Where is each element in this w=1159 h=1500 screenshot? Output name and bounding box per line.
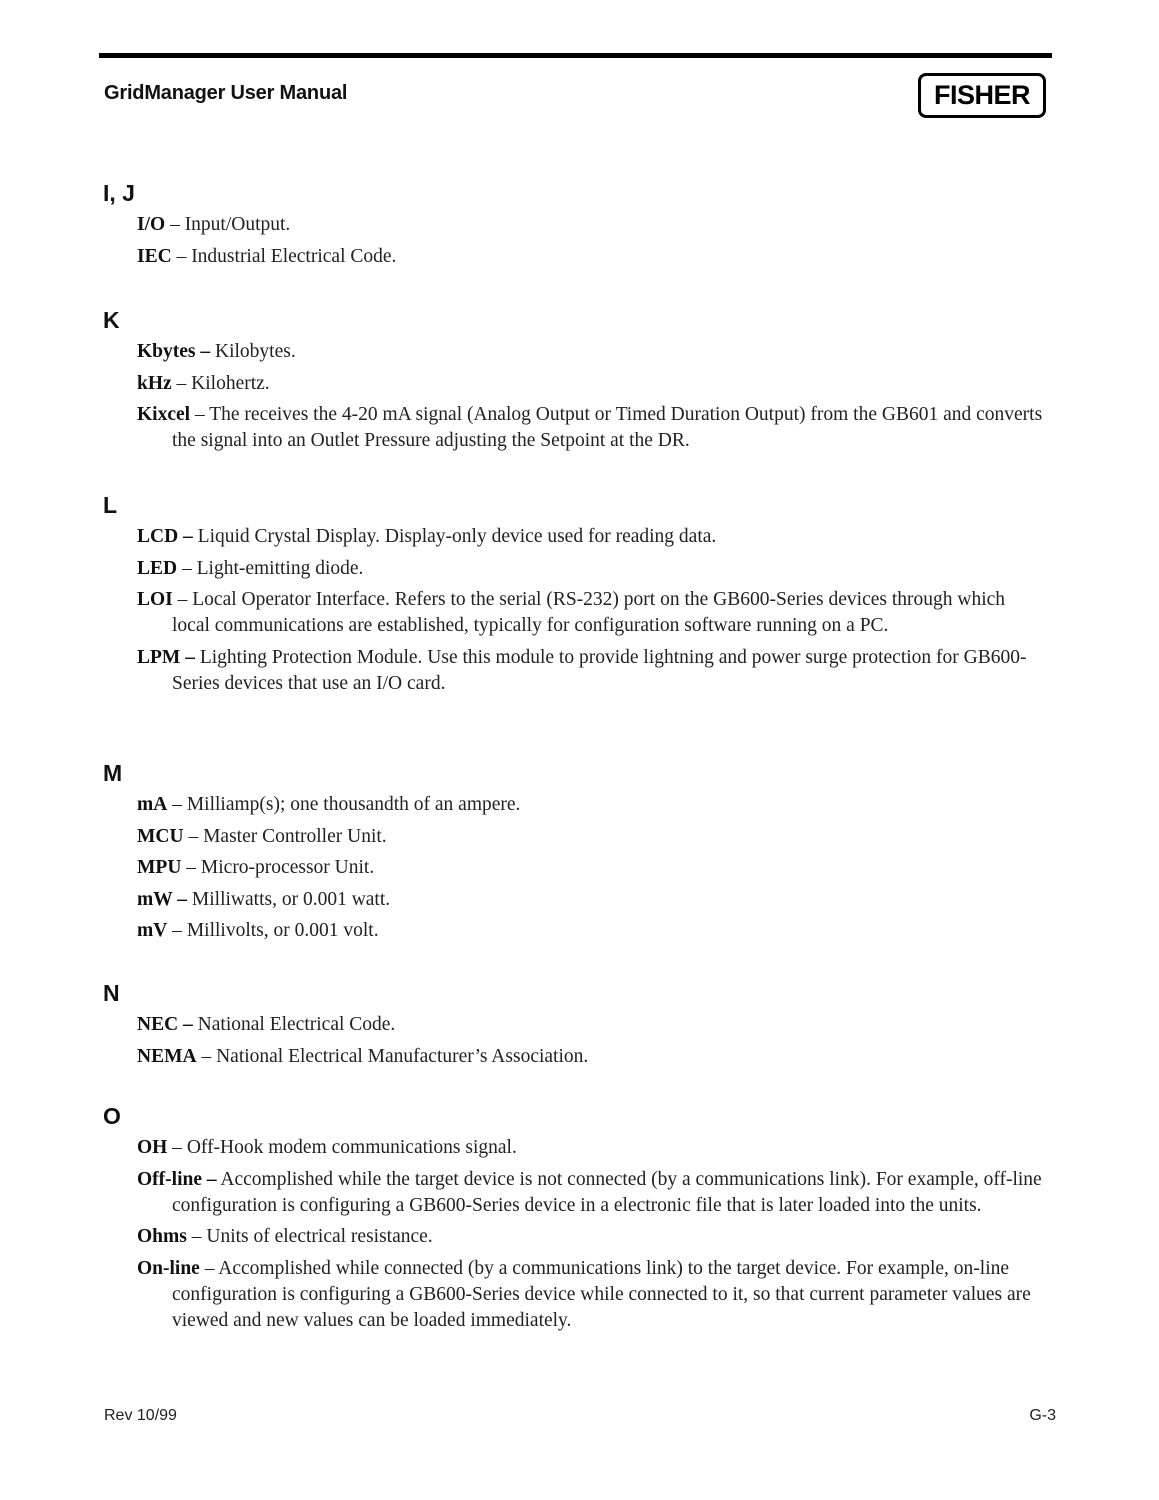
definition: – Kilohertz.: [171, 372, 270, 394]
glossary-entry-mpu: [137, 855, 1043, 881]
definition: National Electrical Code.: [192, 1014, 396, 1035]
section-m: [103, 760, 1043, 950]
section-l: [103, 492, 1043, 702]
definition: – Milliamp(s); one thousandth of an ampere.: [167, 794, 521, 815]
term: On-line: [137, 1257, 200, 1279]
term: mA: [137, 794, 168, 815]
definition: – Input/Output.: [165, 214, 291, 235]
manual-title: GridManager User Manual: [104, 82, 348, 104]
term: Ohms: [137, 1226, 187, 1247]
header-rule: [99, 53, 1052, 58]
section-letter: L: [103, 492, 118, 518]
definition: – National Electrical Manufacturer’s Association.: [196, 1045, 589, 1067]
term: LOI: [137, 589, 173, 610]
term: LPM –: [137, 646, 195, 668]
glossary-entry-ohms: [137, 1224, 1043, 1250]
revision-label: Rev 10/99: [104, 1407, 177, 1424]
term: kHz: [137, 372, 172, 394]
glossary-entry-led: [137, 556, 1043, 582]
definition: Lighting Protection Module. Use this module to provide lightning and power surge protection for GB600-Series devices that use an I/O card.: [172, 646, 1027, 694]
glossary-entry-mv: [137, 918, 1043, 944]
glossary-entry-on-line: [137, 1256, 1043, 1334]
definition: Liquid Crystal Display. Display-only device used for reading data.: [192, 526, 717, 547]
term: NEMA: [137, 1045, 197, 1067]
glossary-entry-iec: [137, 244, 1043, 270]
glossary-entry-ma: [137, 792, 1043, 818]
definition: – Master Controller Unit.: [183, 825, 387, 847]
section-n: [103, 980, 1043, 1075]
fisher-logo: FISHER: [918, 73, 1046, 118]
glossary-entry-loi: [137, 587, 1043, 639]
term: I/O: [137, 214, 166, 235]
glossary-entry-mcu: [137, 824, 1043, 850]
definition: – Accomplished while connected (by a communications link) to the target device. For example, on-line configuration is configuring a GB600-Series device while connected to it, so that current parameter values are viewed and new values can be loaded immediately.: [172, 1257, 1031, 1331]
definition: Accomplished while the target device is not connected (by a communications link). For example, off-line configuration is configuring a GB600-Series device in a electronic file that is later loaded into the units.: [172, 1168, 1042, 1216]
term: Kbytes –: [137, 341, 211, 362]
definition: – Units of electrical resistance.: [186, 1226, 433, 1247]
glossary-entry-nema: [137, 1044, 1043, 1070]
term: MPU: [137, 857, 182, 878]
section-letter: O: [103, 1103, 121, 1129]
term: LCD –: [137, 526, 193, 547]
section-letter: N: [103, 980, 120, 1006]
definition: – The receives the 4-20 mA signal (Analog Output or Timed Duration Output) from the GB601 and converts the signal into an Outlet Pressure adjusting the Setpoint at the DR.: [172, 404, 1043, 451]
glossary-entry-mw: [137, 887, 1043, 913]
definition: – Local Operator Interface. Refers to the serial (RS-232) port on the GB600-Series devices through which local communications are established, typically for configuration software running on a PC.: [172, 589, 1006, 636]
definition: – Off-Hook modem communications signal.: [167, 1137, 517, 1158]
definition: – Light-emitting diode.: [177, 557, 364, 579]
glossary-entry-off-line: [137, 1167, 1043, 1219]
term: mW –: [137, 888, 188, 910]
glossary-entry-lpm: [137, 645, 1043, 697]
glossary-entry-io: [137, 212, 1043, 238]
term: MCU: [137, 825, 184, 847]
term: Kixcel: [137, 404, 191, 425]
page-number: G-3: [1029, 1407, 1056, 1424]
definition: – Micro-processor Unit.: [181, 857, 375, 878]
glossary-entry-kbytes: [137, 339, 1043, 365]
term: LED: [137, 557, 178, 579]
glossary-entry-lcd: [137, 524, 1043, 550]
term: IEC: [137, 245, 172, 267]
section-letter: K: [103, 307, 120, 333]
section-letter: I, J: [103, 180, 135, 206]
section-k: [103, 307, 1043, 460]
section-o: [103, 1103, 1043, 1339]
definition: Milliwatts, or 0.001 watt.: [187, 888, 391, 910]
term: NEC –: [137, 1014, 193, 1035]
glossary-entry-oh: [137, 1135, 1043, 1161]
definition: Kilobytes.: [210, 341, 296, 362]
glossary-entry-nec: [137, 1012, 1043, 1038]
definition: – Millivolts, or 0.001 volt.: [167, 920, 379, 941]
definition: – Industrial Electrical Code.: [171, 245, 397, 267]
section-i-j: [103, 180, 1043, 275]
glossary-entry-khz: [137, 371, 1043, 397]
term: mV: [137, 920, 168, 941]
term: OH: [137, 1137, 168, 1158]
term: Off-line –: [137, 1168, 217, 1190]
section-letter: M: [103, 760, 123, 786]
glossary-entry-kixcel: [137, 402, 1043, 454]
